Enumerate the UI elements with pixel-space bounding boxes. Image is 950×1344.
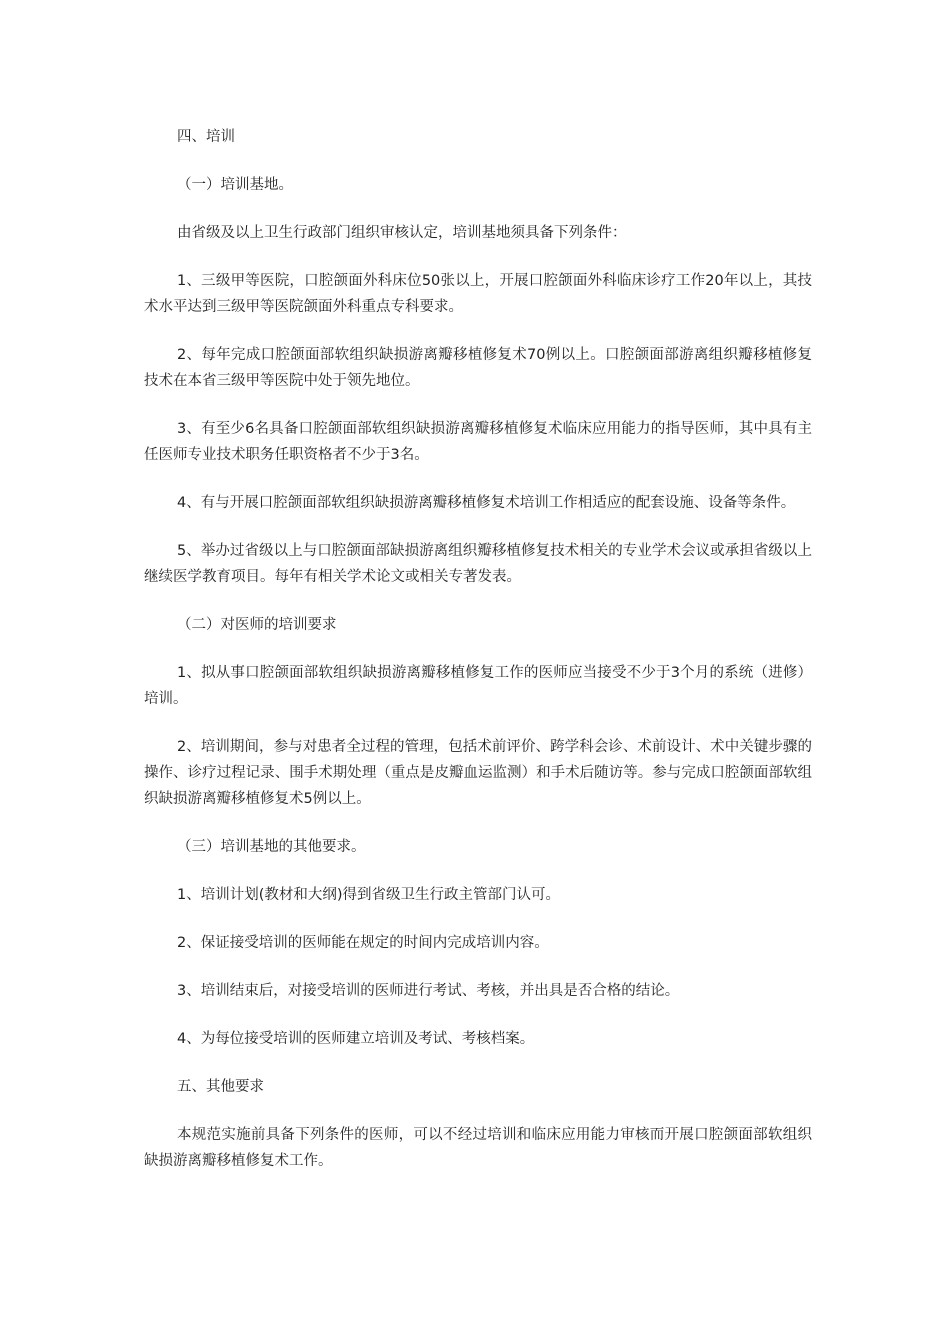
section-heading-other-requirements: 五、其他要求 bbox=[177, 1079, 264, 1095]
paragraph-physician-requirement-2: 2、培训期间，参与对患者全过程的管理，包括术前评价、跨学科会诊、术前设计、术中关键步骤的操作、诊疗过程记录、围手术期处理（重点是皮瓣血运监测）和手术后随访等。参与完成口腔颌面部软组织缺损游离瓣移植修复术5例以上。 bbox=[144, 739, 812, 807]
subsection-heading-physician-requirements: （二）对医师的培训要求 bbox=[177, 617, 337, 633]
subsection-heading-other-base-requirements: （三）培训基地的其他要求。 bbox=[177, 839, 366, 855]
paragraph-final-provision: 本规范实施前具备下列条件的医师，可以不经过培训和临床应用能力审核而开展口腔颌面部软组织缺损游离瓣移植修复术工作。 bbox=[144, 1127, 812, 1169]
paragraph-base-intro: 由省级及以上卫生行政部门组织审核认定，培训基地须具备下列条件： bbox=[177, 225, 627, 241]
subsection-heading-training-base: （一）培训基地。 bbox=[177, 177, 293, 193]
paragraph-base-condition-1: 1、三级甲等医院，口腔颌面外科床位50张以上，开展口腔颌面外科临床诊疗工作20年以上，其技术水平达到三级甲等医院颌面外科重点专科要求。 bbox=[144, 273, 812, 315]
paragraph-other-requirement-3: 3、培训结束后，对接受培训的医师进行考试、考核，并出具是否合格的结论。 bbox=[177, 983, 680, 999]
document-page bbox=[144, 124, 812, 1196]
paragraph-physician-requirement-1: 1、拟从事口腔颌面部软组织缺损游离瓣移植修复工作的医师应当接受不少于3个月的系统（进修）培训。 bbox=[144, 665, 812, 707]
paragraph-base-condition-3: 3、有至少6名具备口腔颌面部软组织缺损游离瓣移植修复术临床应用能力的指导医师，其中具有主任医师专业技术职务任职资格者不少于3名。 bbox=[144, 421, 812, 463]
paragraph-other-requirement-4: 4、为每位接受培训的医师建立培训及考试、考核档案。 bbox=[177, 1031, 535, 1047]
paragraph-base-condition-4: 4、有与开展口腔颌面部软组织缺损游离瓣移植修复术培训工作相适应的配套设施、设备等条件。 bbox=[177, 495, 796, 511]
paragraph-base-condition-5: 5、举办过省级以上与口腔颌面部缺损游离组织瓣移植修复技术相关的专业学术会议或承担省级以上继续医学教育项目。每年有相关学术论文或相关专著发表。 bbox=[144, 543, 812, 585]
paragraph-other-requirement-2: 2、保证接受培训的医师能在规定的时间内完成培训内容。 bbox=[177, 935, 549, 951]
paragraph-other-requirement-1: 1、培训计划(教材和大纲)得到省级卫生行政主管部门认可。 bbox=[177, 887, 561, 903]
section-heading-training: 四、培训 bbox=[177, 129, 235, 145]
paragraph-base-condition-2: 2、每年完成口腔颌面部软组织缺损游离瓣移植修复术70例以上。口腔颌面部游离组织瓣移植修复技术在本省三级甲等医院中处于领先地位。 bbox=[144, 347, 812, 389]
